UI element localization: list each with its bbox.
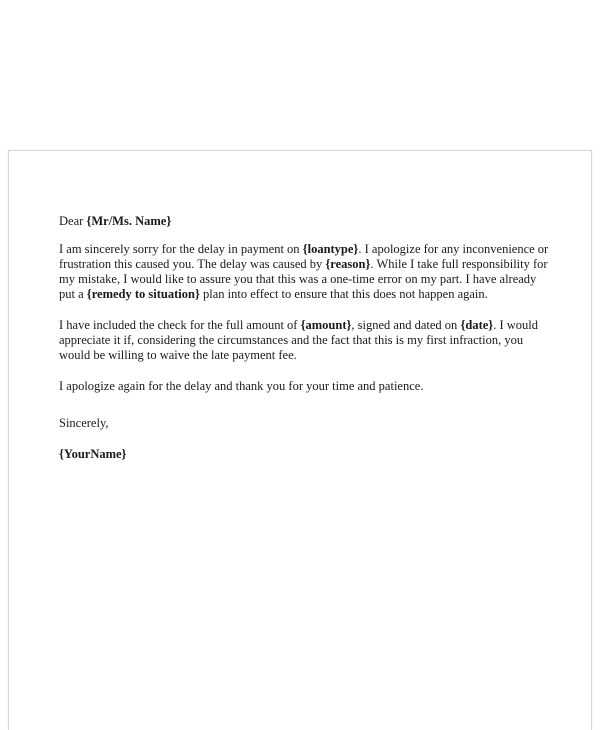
letter-body [59,214,549,462]
reason-placeholder: {reason} [325,257,371,271]
amount-placeholder: {amount} [300,318,352,332]
paragraph-3-text-1: I apologize again for the delay and thank you for your time and patience. [59,379,424,393]
paragraph-2-text-2: , signed and dated on [351,318,461,332]
paragraph-2-text-3: . I would appreciate it if, considering the circumstances and the fact that this is my first infraction, you would be willing to waive the late payment fee. [59,318,538,362]
date-placeholder: {date} [460,318,494,332]
paragraph-2-text-1: I have included the check for the full amount of [59,318,301,332]
paragraph-1-text-2: . I apologize for any inconvenience or frustration this caused you. The delay was caused by [59,242,549,271]
paragraph-1-text-4: plan into effect to ensure that this does not happen again. [199,287,488,301]
signature-placeholder: {YourName} [59,447,127,461]
remedy-placeholder: {remedy to situation} [86,287,200,301]
loan-type-placeholder: {loantype} [302,242,359,256]
salutation-text: Dear [59,214,87,228]
paragraph-1 [59,242,549,302]
paragraph-3 [59,379,549,394]
paragraph-1-text-3: . While I take full responsibility for my mistake, I would like to assure you that this was a one-time error on my part. I have already put a [59,257,548,301]
paragraph-2 [59,318,549,363]
recipient-name-placeholder: {Mr/Ms. Name} [86,214,172,228]
salutation [59,214,549,229]
closing: Sincerely, [59,416,109,430]
paragraph-1-text-1: I am sincerely sorry for the delay in payment on [59,242,303,256]
